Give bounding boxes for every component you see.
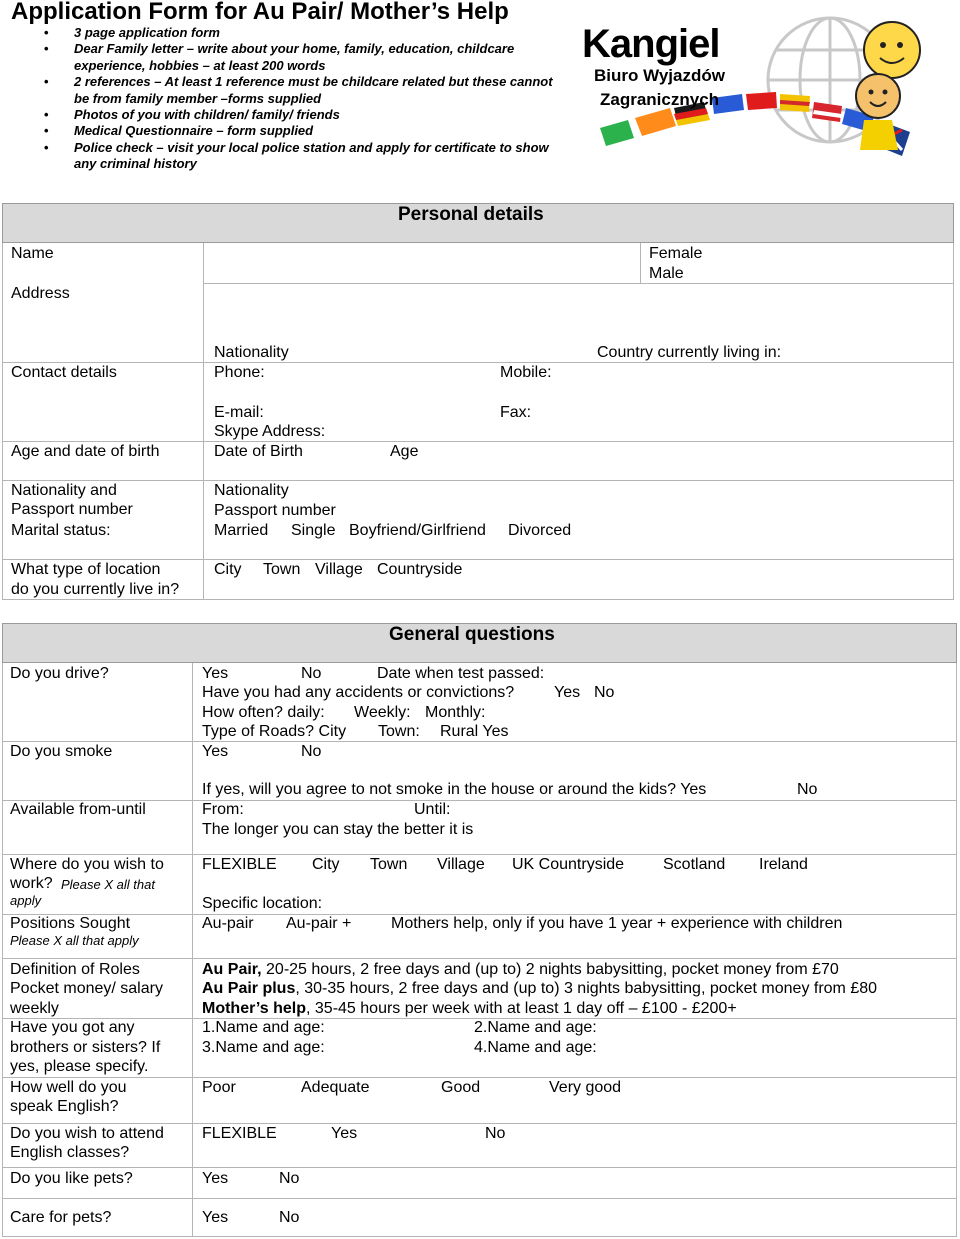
general-questions-title: General questions [389,624,555,645]
location-type-label: What type of location [11,561,161,578]
smoke-no-option[interactable]: No [301,743,322,760]
classes-flexible-option[interactable]: FLEXIBLE [202,1125,277,1142]
positions-label: Positions Sought [10,915,131,932]
monthly-option[interactable]: Monthly: [425,704,486,721]
table-border [2,243,3,600]
drive-yes-option[interactable]: Yes [202,665,229,682]
au-pair-option[interactable]: Au-pair [202,915,254,932]
requirement-item: • Police check – visit your local police station and apply for certificate to show any criminal history [44,140,564,173]
table-border [2,1198,957,1199]
table-border [2,958,957,959]
logo-subtitle-2: Zagranicznych [600,90,720,109]
nationality-label: Nationality [214,344,289,361]
sibling-4-label: 4.Name and age: [474,1039,597,1056]
smoke-agree-no-option[interactable]: No [797,781,818,798]
table-border [2,362,954,363]
role-au-pair-plus-desc: , 30-35 hours, 2 free days and (up to) 3 nights babysitting, pocket money from £80 [295,980,878,997]
boyfriend-option[interactable]: Boyfriend/Girlfriend [349,522,486,539]
requirement-item: • 3 page application form [44,25,564,41]
roles-label: Pocket money/ salary [10,980,163,997]
address-label: Address [11,285,70,302]
drive-label: Do you drive? [10,665,109,682]
from-label: From: [202,801,244,818]
smoke-label: Do you smoke [10,743,113,760]
english-classes-label: Do you wish to attend [10,1125,164,1142]
village-option[interactable]: Village [315,561,363,578]
how-often-label: How often? daily: [202,704,325,721]
table-border [203,283,954,284]
table-border [192,663,193,1237]
weekly-option[interactable]: Weekly: [354,704,411,721]
work-town-option[interactable]: Town [370,856,408,873]
roads-rural-option[interactable]: Rural Yes [440,723,509,740]
name-label: Name [11,245,54,262]
work-flexible-option[interactable]: FLEXIBLE [202,856,277,873]
work-ireland-option[interactable]: Ireland [759,856,808,873]
fax-label: Fax: [500,404,532,421]
nationality-passport-label: Nationality and [11,482,117,499]
available-label: Available from-until [10,801,146,818]
requirements-list [44,25,564,173]
countryside-option[interactable]: Countryside [377,561,463,578]
table-border [956,663,957,1237]
mobile-label: Mobile: [500,364,552,381]
longer-stay-note: The longer you can stay the better it is [202,821,474,838]
table-border [2,480,954,481]
requirement-item: • Dear Family letter – write about your home, family, education, childcare experience, hobbies – at least 200 words [44,41,564,74]
work-village-option[interactable]: Village [437,856,485,873]
requirement-item: • Photos of you with children/ family/ friends [44,107,564,123]
location-type-label: do you currently live in? [11,581,180,598]
role-au-pair-plus-title: Au Pair plus [202,980,296,997]
table-border [203,243,204,600]
skype-label: Skype Address: [214,423,326,440]
classes-no-option[interactable]: No [485,1125,506,1142]
personal-details-title: Personal details [398,204,544,225]
work-scotland-option[interactable]: Scotland [663,856,726,873]
dob-label: Date of Birth [214,443,303,460]
pets-no-option[interactable]: No [279,1170,300,1187]
kangiel-logo [580,10,950,180]
classes-yes-option[interactable]: Yes [331,1125,358,1142]
care-pets-label: Care for pets? [10,1209,112,1226]
country-living-label: Country currently living in: [597,344,782,361]
requirement-item: • 2 references – At least 1 reference must be childcare related but these cannot be from family member –forms supplied [44,74,564,107]
contact-details-label: Contact details [11,364,117,381]
english-level-label: How well do you [10,1079,127,1096]
role-au-pair-plus [202,979,877,999]
requirement-item: • Medical Questionnaire – form supplied [44,123,564,139]
smoke-agree-label: If yes, will you agree to not smoke in the house or around the kids? Yes [202,781,707,798]
roads-town-option[interactable]: Town: [378,723,420,740]
logo-title: Kangiel [582,22,720,66]
phone-label: Phone: [214,364,265,381]
form-title: Application Form for Au Pair/ Mother’s Help [11,0,509,25]
male-option[interactable]: Male [649,265,684,282]
work-location-note: Please X all that [61,877,155,892]
divorced-option[interactable]: Divorced [508,522,572,539]
smoke-yes-option[interactable]: Yes [202,743,229,760]
siblings-label: brothers or sisters? If [10,1039,161,1056]
care-pets-no-option[interactable]: No [279,1209,300,1226]
logo-subtitle-1: Biuro Wyjazdów [594,66,725,85]
english-very-good-option[interactable]: Very good [549,1079,622,1096]
table-border [640,243,641,283]
work-location-label: work? [10,875,53,892]
english-classes-label: English classes? [10,1144,130,1161]
table-border [2,663,3,1237]
sibling-2-label: 2.Name and age: [474,1019,597,1036]
role-mothers-help-title: Mother’s help [202,1000,307,1017]
town-option[interactable]: Town [263,561,301,578]
work-location-note: apply [10,893,42,908]
siblings-label: yes, please specify. [10,1058,149,1075]
roads-label: Type of Roads? City [202,723,347,740]
table-border [953,243,954,600]
age-dob-label: Age and date of birth [11,443,160,460]
accidents-no-option[interactable]: No [594,684,615,701]
role-mothers-help-desc: , 35-45 hours per week with at least 1 day off – £100 - £200+ [306,1000,737,1017]
positions-note: Please X all that apply [10,933,139,948]
sibling-1-label: 1.Name and age: [202,1019,325,1036]
accidents-label: Have you had any accidents or convictions? [202,684,515,701]
table-border [2,1167,957,1168]
passport-field-label: Passport number [214,502,336,519]
pets-label: Do you like pets? [10,1170,133,1187]
role-au-pair-desc: 20-25 hours, 2 free days and (up to) 2 nights babysitting, pocket money from £70 [261,961,839,978]
single-option[interactable]: Single [291,522,336,539]
test-passed-label: Date when test passed: [377,665,545,682]
sibling-3-label: 3.Name and age: [202,1039,325,1056]
mothers-help-option[interactable]: Mothers help, only if you have 1 year + experience with children [391,915,843,932]
accidents-yes-option[interactable]: Yes [554,684,581,701]
english-good-option[interactable]: Good [441,1079,481,1096]
roles-label: Definition of Roles [10,961,140,978]
au-pair-plus-option[interactable]: Au-pair + [286,915,352,932]
roles-label: weekly [10,1000,59,1017]
married-option[interactable]: Married [214,522,269,539]
role-mothers-help [202,999,737,1019]
table-border [2,1236,957,1237]
work-uk-countryside-option[interactable]: UK Countryside [512,856,625,873]
pets-yes-option[interactable]: Yes [202,1170,229,1187]
english-poor-option[interactable]: Poor [202,1079,236,1096]
work-location-label: Where do you wish to [10,856,164,873]
specific-location-label: Specific location: [202,895,323,912]
role-au-pair-title: Au Pair, [202,961,262,978]
marital-status-label: Marital status: [11,522,111,539]
care-pets-yes-option[interactable]: Yes [202,1209,229,1226]
email-label: E-mail: [214,404,264,421]
nationality-field-label: Nationality [214,482,289,499]
city-option[interactable]: City [214,561,242,578]
work-city-option[interactable]: City [312,856,340,873]
english-adequate-option[interactable]: Adequate [301,1079,370,1096]
siblings-label: Have you got any [10,1019,135,1036]
nationality-passport-label: Passport number [11,501,133,518]
english-level-label: speak English? [10,1098,119,1115]
age-label: Age [390,443,419,460]
until-label: Until: [414,801,451,818]
drive-no-option[interactable]: No [301,665,322,682]
female-option[interactable]: Female [649,245,703,262]
role-au-pair [202,960,839,980]
